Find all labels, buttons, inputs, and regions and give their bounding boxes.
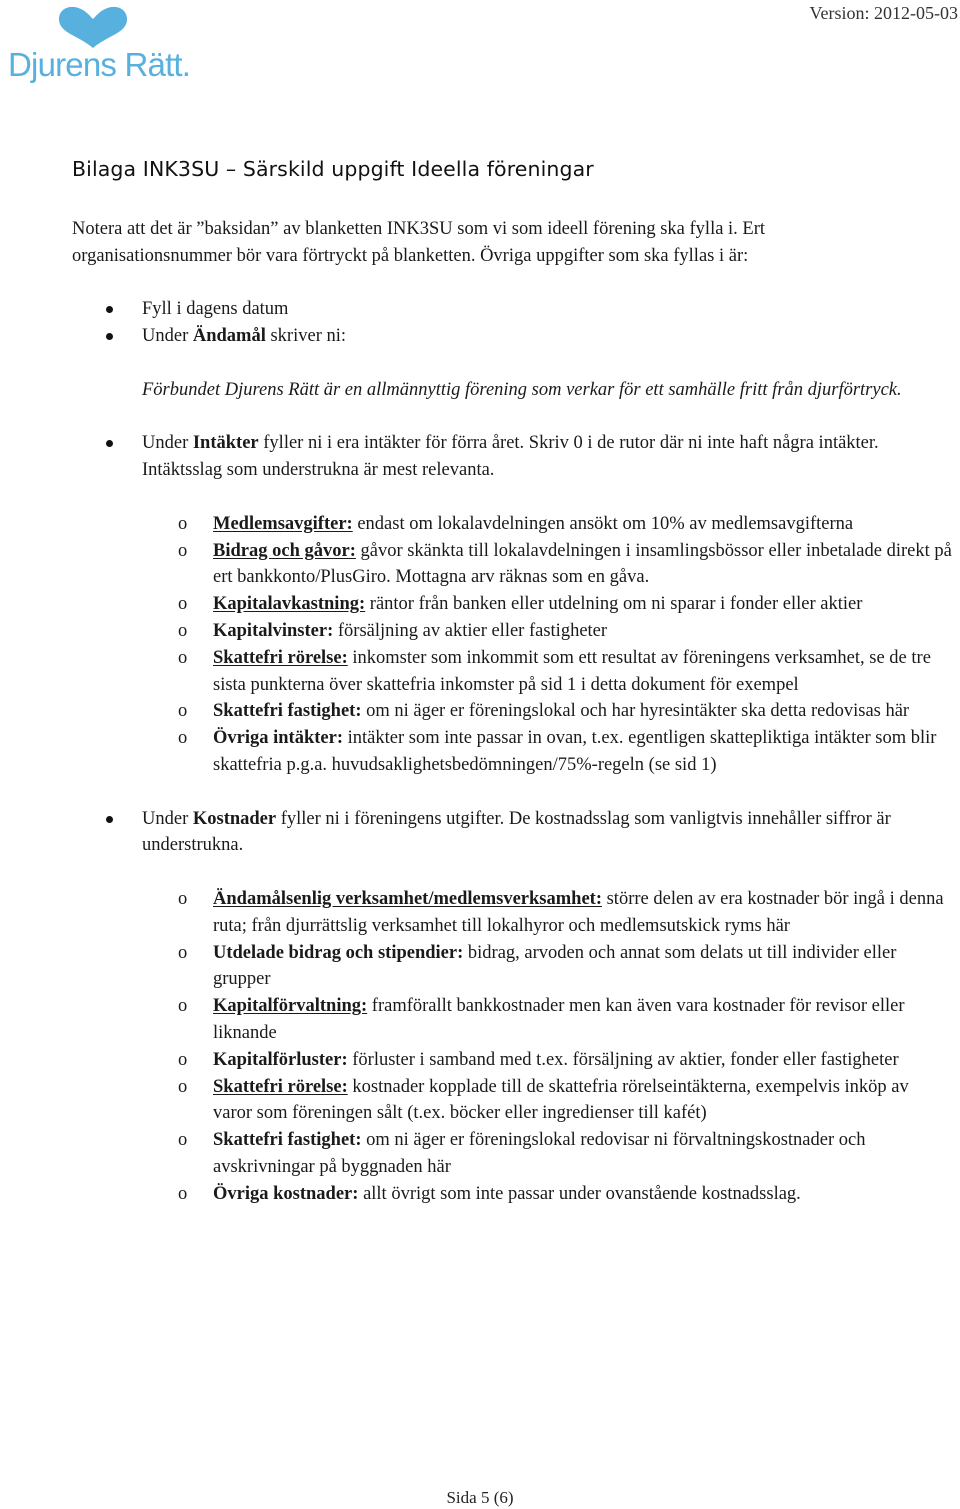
- item-term: Kapitalförluster:: [213, 1049, 348, 1070]
- income-bullet-list: [72, 430, 952, 484]
- bullet-bold-term: Ändamål: [192, 326, 266, 347]
- income-items-list: [72, 511, 952, 779]
- bullet-prefix: Under: [142, 326, 193, 347]
- item-term: Skattefri fastighet:: [213, 701, 362, 722]
- cost-items-list: [72, 886, 952, 1208]
- sub-bullet-marker: o: [178, 728, 188, 749]
- item-term: Utdelade bidrag och stipendier:: [213, 942, 464, 963]
- bullet-icon: [106, 333, 113, 340]
- document-body: [72, 216, 952, 1207]
- instruction-list: [72, 296, 952, 350]
- cost-item: [72, 940, 952, 994]
- mission-statement: Förbundet Djurens Rätt är en allmännyttig förening som verkar för ett samhälle fritt från djurförtryck.: [142, 379, 902, 400]
- sub-bullet-marker: o: [178, 701, 188, 722]
- bullet-bold-term: Intäkter: [192, 433, 259, 454]
- bullet-suffix: fyller ni i era intäkter för förra året. Skriv 0 i de rutor där ni inte haft några intäkter. Intäktsslag som understrukna är mest relevanta.: [142, 433, 879, 481]
- item-term: Kapitalförvaltning:: [213, 996, 368, 1017]
- sub-bullet-marker: o: [178, 1130, 188, 1151]
- page-title: Bilaga INK3SU – Särskild uppgift Ideella föreningar: [72, 157, 594, 181]
- bullet-prefix: Under: [142, 433, 193, 454]
- bullet-icon: [106, 306, 113, 313]
- item-description: räntor från banken eller utdelning om ni sparar i fonder eller aktier: [365, 594, 863, 615]
- cost-item: [72, 1181, 952, 1208]
- item-term: Skattefri rörelse:: [213, 647, 348, 668]
- bullet-costs: [72, 806, 952, 860]
- item-description: allt övrigt som inte passar under ovanstående kostnadsslag.: [358, 1183, 801, 1204]
- income-item: [72, 698, 952, 725]
- logo-text: Djurens Rätt.: [8, 46, 191, 83]
- sub-bullet-marker: o: [178, 620, 188, 641]
- bullet-suffix: fyller ni i föreningens utgifter. De kostnadsslag som vanligtvis innehåller siffror är understrukna.: [142, 808, 891, 856]
- item-term: Övriga intäkter:: [213, 728, 343, 749]
- income-item: [72, 511, 952, 538]
- sub-bullet-marker: o: [178, 1049, 188, 1070]
- item-description: om ni äger er föreningslokal redovisar ni förvaltningskostnader och avskrivningar på byggnaden här: [213, 1130, 866, 1177]
- page-number: Sida 5 (6): [446, 1488, 514, 1507]
- item-term: Kapitalvinster:: [213, 620, 334, 641]
- bullet-prefix: Under: [142, 808, 193, 829]
- bullet-income: [72, 430, 952, 484]
- intro-paragraph: Notera att det är ”baksidan” av blanketten INK3SU som vi som ideell förening ska fylla i. Ert organisationsnummer bör vara förtryckt på blanketten. Övriga uppgifter som ska fyllas i är:: [72, 219, 766, 266]
- sub-bullet-marker: o: [178, 540, 188, 561]
- item-description: förluster i samband med t.ex. försäljning av aktier, fonder eller fastigheter: [347, 1049, 899, 1070]
- item-term: Övriga kostnader:: [213, 1183, 359, 1204]
- item-description: kostnader kopplade till de skattefria rörelseintäkterna, exempelvis inköp av varor som föreningen sålt (t.ex. böcker eller ingredienser till kafét): [213, 1076, 909, 1124]
- sub-bullet-marker: o: [178, 1183, 188, 1204]
- cost-item: [72, 993, 952, 1047]
- item-description: bidrag, arvoden och annat som delats ut till individer eller grupper: [213, 942, 897, 990]
- cost-item: [72, 1127, 952, 1181]
- item-description: försäljning av aktier eller fastigheter: [333, 620, 608, 641]
- bullet-suffix: skriver ni:: [265, 326, 347, 347]
- income-item: [72, 618, 952, 645]
- bullet-purpose: [72, 323, 952, 350]
- income-item: [72, 538, 952, 592]
- item-description: gåvor skänkta till lokalavdelningen i insamlingsbössor eller inbetalade direkt på ert bankkonto/PlusGiro. Mottagna arv räknas som en gåva.: [213, 540, 952, 588]
- income-item: [72, 591, 952, 618]
- item-term: Skattefri rörelse:: [213, 1076, 348, 1097]
- item-description: framförallt bankkostnader men kan även vara kostnader för revisor eller liknande: [213, 996, 905, 1043]
- item-term: Ändamålsenlig verksamhet/medlemsverksamhet:: [213, 888, 602, 909]
- cost-item: [72, 1074, 952, 1128]
- item-description: endast om lokalavdelningen ansökt om 10% av medlemsavgifterna: [352, 513, 854, 534]
- bullet-bold-term: Kostnader: [192, 808, 277, 829]
- income-item: [72, 725, 952, 779]
- bullet-text: Fyll i dagens datum: [142, 299, 289, 320]
- sub-bullet-marker: o: [178, 888, 188, 909]
- sub-bullet-marker: o: [178, 996, 188, 1017]
- item-description: större delen av era kostnader bör ingå i denna ruta; från djurrättslig verksamhet till lokalhyror och medlemsutskick ryms här: [213, 888, 944, 936]
- bullet-icon: [106, 816, 113, 823]
- sub-bullet-marker: o: [178, 1076, 188, 1097]
- cost-item: [72, 1047, 952, 1074]
- sub-bullet-marker: o: [178, 594, 188, 615]
- item-term: Kapitalavkastning:: [213, 594, 366, 615]
- logo: [4, 2, 204, 92]
- bullet-date: [72, 296, 952, 323]
- item-description: om ni äger er föreningslokal och har hyresintäkter ska detta redovisas här: [361, 701, 910, 722]
- item-term: Medlemsavgifter:: [213, 513, 353, 534]
- version-label: Version: 2012-05-03: [809, 3, 958, 23]
- bullet-icon: [106, 440, 113, 447]
- item-description: inkomster som inkommit som ett resultat av föreningens verksamhet, se de tre sista punkterna över skattefria inkomster på sid 1 i detta dokument för exempel: [213, 647, 931, 695]
- sub-bullet-marker: o: [178, 513, 188, 534]
- item-term: Bidrag och gåvor:: [213, 540, 356, 561]
- heart-icon: [56, 5, 130, 49]
- item-term: Skattefri fastighet:: [213, 1130, 362, 1151]
- income-item: [72, 645, 952, 699]
- costs-bullet-list: [72, 806, 952, 860]
- item-description: intäkter som inte passar in ovan, t.ex. egentligen skattepliktiga intäkter som blir skattefria p.g.a. huvudsaklighetsbedömningen/75%-regeln (se sid 1): [213, 728, 937, 775]
- sub-bullet-marker: o: [178, 647, 188, 668]
- cost-item: [72, 886, 952, 940]
- sub-bullet-marker: o: [178, 942, 188, 963]
